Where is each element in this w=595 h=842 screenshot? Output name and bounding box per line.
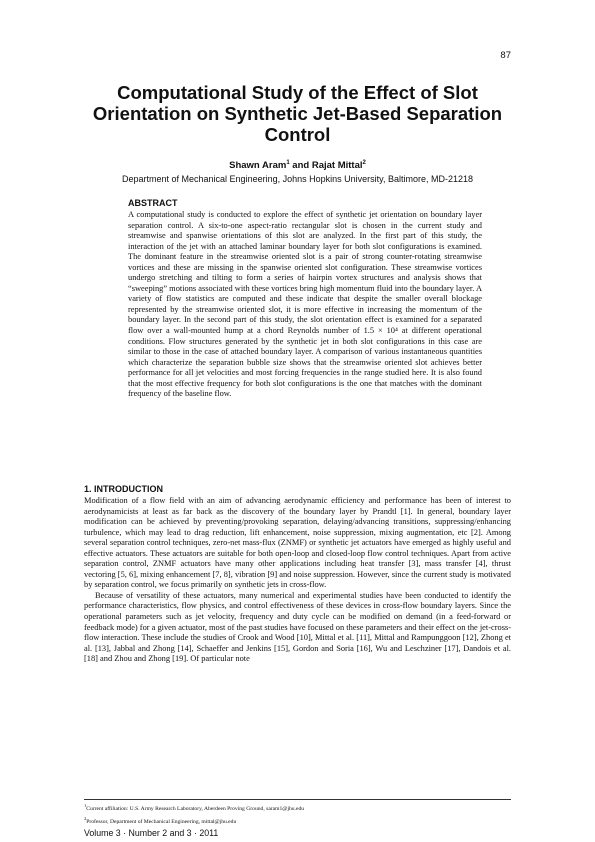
author-line: [84, 160, 511, 171]
footnote-text: Professor, Department of Mechanical Engineering, mittal@jhu.edu: [86, 818, 237, 825]
footnote-mark: 2: [84, 815, 87, 821]
abstract-heading: ABSTRACT: [128, 198, 178, 208]
footnote: [84, 801, 511, 814]
paragraph: Because of versatility of these actuators, many numerical and experimental studies have been conducted to identify the performance characteristics, flow physics, and control effectiveness of these devices in cross-flow boundary layers. Since the operational parameters such as jet velocity, frequency and duty cycle can be modified on demand (in a feed-forward or feedback mode) for a given actuator, most of the past studies have focused on these parameters and their effect on the jet-cross-flow interaction. These include the studies of Crook and Wood [10], Mittal et al. [11], Mittal and Rampunggoon [12], Zhong et al. [13], Jabbal and Zhong [14], Schaeffer and Jenkins [15], Gordon and Soria [16], Wu and Leschziner [17], Dandois et al. [18] and Zhou and Zhong [19]. Of particular note: [84, 590, 511, 664]
author-name: Shawn Aram: [229, 160, 287, 172]
page-number: 87: [500, 50, 511, 61]
journal-footer: Volume 3 · Number 2 and 3 · 2011: [84, 828, 219, 838]
footnote-mark: 1: [84, 803, 87, 808]
footnote-divider: [84, 799, 511, 800]
paragraph: Modification of a flow field with an aim of advancing aerodynamic efficiency and performance has been of interest to aerodynamicists at least as far back as the discovery of the boundary layer by Prandtl [1]. In general, boundary layer modification can be achieved by preventing/provoking separation, delaying/advancing transitions, suppressing/enhancing turbulence, which may lead to drag reduction, lift enhancement, noise suppression, mixing augmentation, etc [2]. Among several separation control techniques, zero-net mass-flux (ZNMF) or synthetic jet actuators have emerged as highly useful and effective actuators. These actuators are suitable for both open-loop and closed-loop flow control techniques. Apart from active separation control, ZNMF actuators have many other applications including heat transfer [3], mass transfer [4], thrust vectoring [5, 6], mixing enhancement [7, 8], vibration [9] and noise suppression. However, since the current study is motivated by separation control, we focus primarily on synthetic jets in cross-flow.: [84, 496, 511, 590]
footnote-mark: 1: [286, 160, 290, 166]
paper-title: Computational Study of the Effect of Slot Orientation on Synthetic Jet-Based Separation Control: [92, 82, 503, 145]
abstract-text: A computational study is conducted to explore the effect of synthetic jet orientation on boundary layer separation control. A six-to-one aspect-ratio rectangular slot is chosen in the current study and streamwise and spanwise orientations of this slot are analyzed. In the first part of this study, the interaction of the jet with an attached laminar boundary layer for both slot configurations is examined. The dominant feature in the streamwise oriented slot is a pair of strong counter-rotating streamwise vortices and these are missing in the spanwise oriented slot configuration. These streamwise vortices undergo stretching and tilting to form a series of hairpin vortex structures and analysis shows that “sweeping” motions associated with these vortices bring high momentum fluid into the boundary layer. A variety of flow statistics are computed and these indicate that despite the smaller overall blockage represented by the streamwise oriented slot, it is more effective in increasing the momentum of the boundary layer. In the second part of this study, the slot orientation effect is examined for a separated flow over a wall-mounted hump at a chord Reynolds number of 1.5 × 10⁴ at different operational conditions. Flow structures generated by the synthetic jet in both slot configurations in this case are similar to those in the case of attached boundary layer. A comparison of various instantaneous quantities which characterize the separation bubble size shows that the streamwise oriented slot achieves better performance for all jet velocities and most forcing frequencies in the range studied here. It is also found that the most effective frequency for both slot configurations is the one that matches with the dominant frequency of the baseline flow.: [128, 210, 482, 399]
section-heading: 1. INTRODUCTION: [84, 484, 164, 494]
author-connector: and: [289, 160, 312, 172]
introduction-body: [84, 496, 511, 665]
footnote-mark: 2: [362, 160, 366, 166]
footnotes: [84, 801, 511, 827]
affiliation: Department of Mechanical Engineering, Johns Hopkins University, Baltimore, MD-21218: [122, 174, 473, 184]
author-name: Rajat Mittal: [311, 160, 363, 172]
footnote: [84, 814, 511, 827]
footnote-text: Current affiliation: U.S. Army Research Laboratory, Aberdeen Proving Ground, saram1@jhu.edu: [86, 805, 305, 812]
